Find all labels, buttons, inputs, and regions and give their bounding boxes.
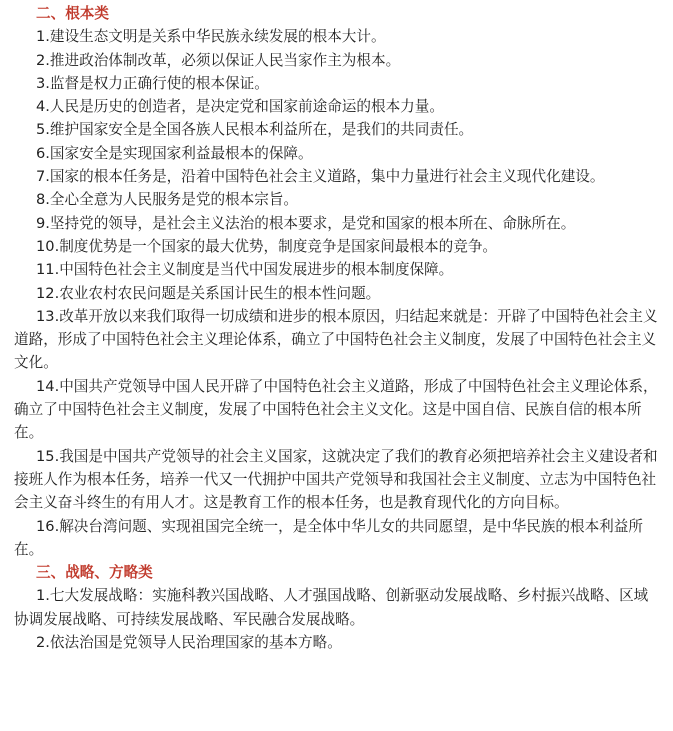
- list-item: 11.中国特色社会主义制度是当代中国发展进步的根本制度保障。: [36, 261, 454, 279]
- list-item: 9.坚持党的领导，是社会主义法治的根本要求，是党和国家的根本所在、命脉所在。: [36, 214, 576, 232]
- list-item: 15.我国是中国共产党领导的社会主义国家，这就决定了我们的教育必须把培养社会主义建设者和接班人作为根本任务，培养一代又一代拥护中国共产党领导和我国社会主义制度、立志为中国特色社会主义奋斗终生的有用人才。这是教育工作的根本任务，也是教育现代化的方向目标。: [14, 447, 658, 512]
- list-item: 16.解决台湾问题、实现祖国完全统一，是全体中华儿女的共同愿望，是中华民族的根本利益所在。: [14, 517, 643, 558]
- list-item: 13.改革开放以来我们取得一切成绩和进步的根本原因，归结起来就是：开辟了中国特色社会主义道路，形成了中国特色社会主义理论体系，确立了中国特色社会主义制度，发展了中国特色社会主义文化。: [14, 307, 658, 372]
- list-item: 3.监督是权力正确行使的根本保证。: [36, 74, 269, 92]
- list-item: 2.推进政治体制改革，必须以保证人民当家作主为根本。: [36, 51, 401, 69]
- list-item: 1.建设生态文明是关系中华民族永续发展的根本大计。: [36, 28, 386, 46]
- list-item: 8.全心全意为人民服务是党的根本宗旨。: [36, 191, 299, 209]
- list-item: 14.中国共产党领导中国人民开辟了中国特色社会主义道路，形成了中国特色社会主义理论体系，确立了中国特色社会主义制度，发展了中国特色社会主义文化。这是中国自信、民族自信的根本所在。: [14, 377, 658, 442]
- list-item: 10.制度优势是一个国家的最大优势，制度竞争是国家间最根本的竞争。: [36, 237, 498, 255]
- section-heading-fundamental: 二、根本类: [36, 5, 109, 22]
- list-item: 2.依法治国是党领导人民治理国家的基本方略。: [36, 634, 342, 652]
- section-heading-strategy: 三、战略、方略类: [36, 564, 153, 582]
- list-item: 7.国家的根本任务是，沿着中国特色社会主义道路，集中力量进行社会主义现代化建设。: [36, 168, 605, 186]
- list-item: 5.维护国家安全是全国各族人民根本利益所在，是我们的共同责任。: [36, 121, 474, 139]
- list-item: 1.七大发展战略：实施科教兴国战略、人才强国战略、创新驱动发展战略、乡村振兴战略、区域协调发展战略、可持续发展战略、军民融合发展战略。: [14, 587, 649, 628]
- list-item: 6.国家安全是实现国家利益最根本的保障。: [36, 144, 313, 162]
- list-item: 12.农业农村农民问题是关系国计民生的根本性问题。: [36, 284, 381, 302]
- list-item: 4.人民是历史的创造者，是决定党和国家前途命运的根本力量。: [36, 98, 444, 116]
